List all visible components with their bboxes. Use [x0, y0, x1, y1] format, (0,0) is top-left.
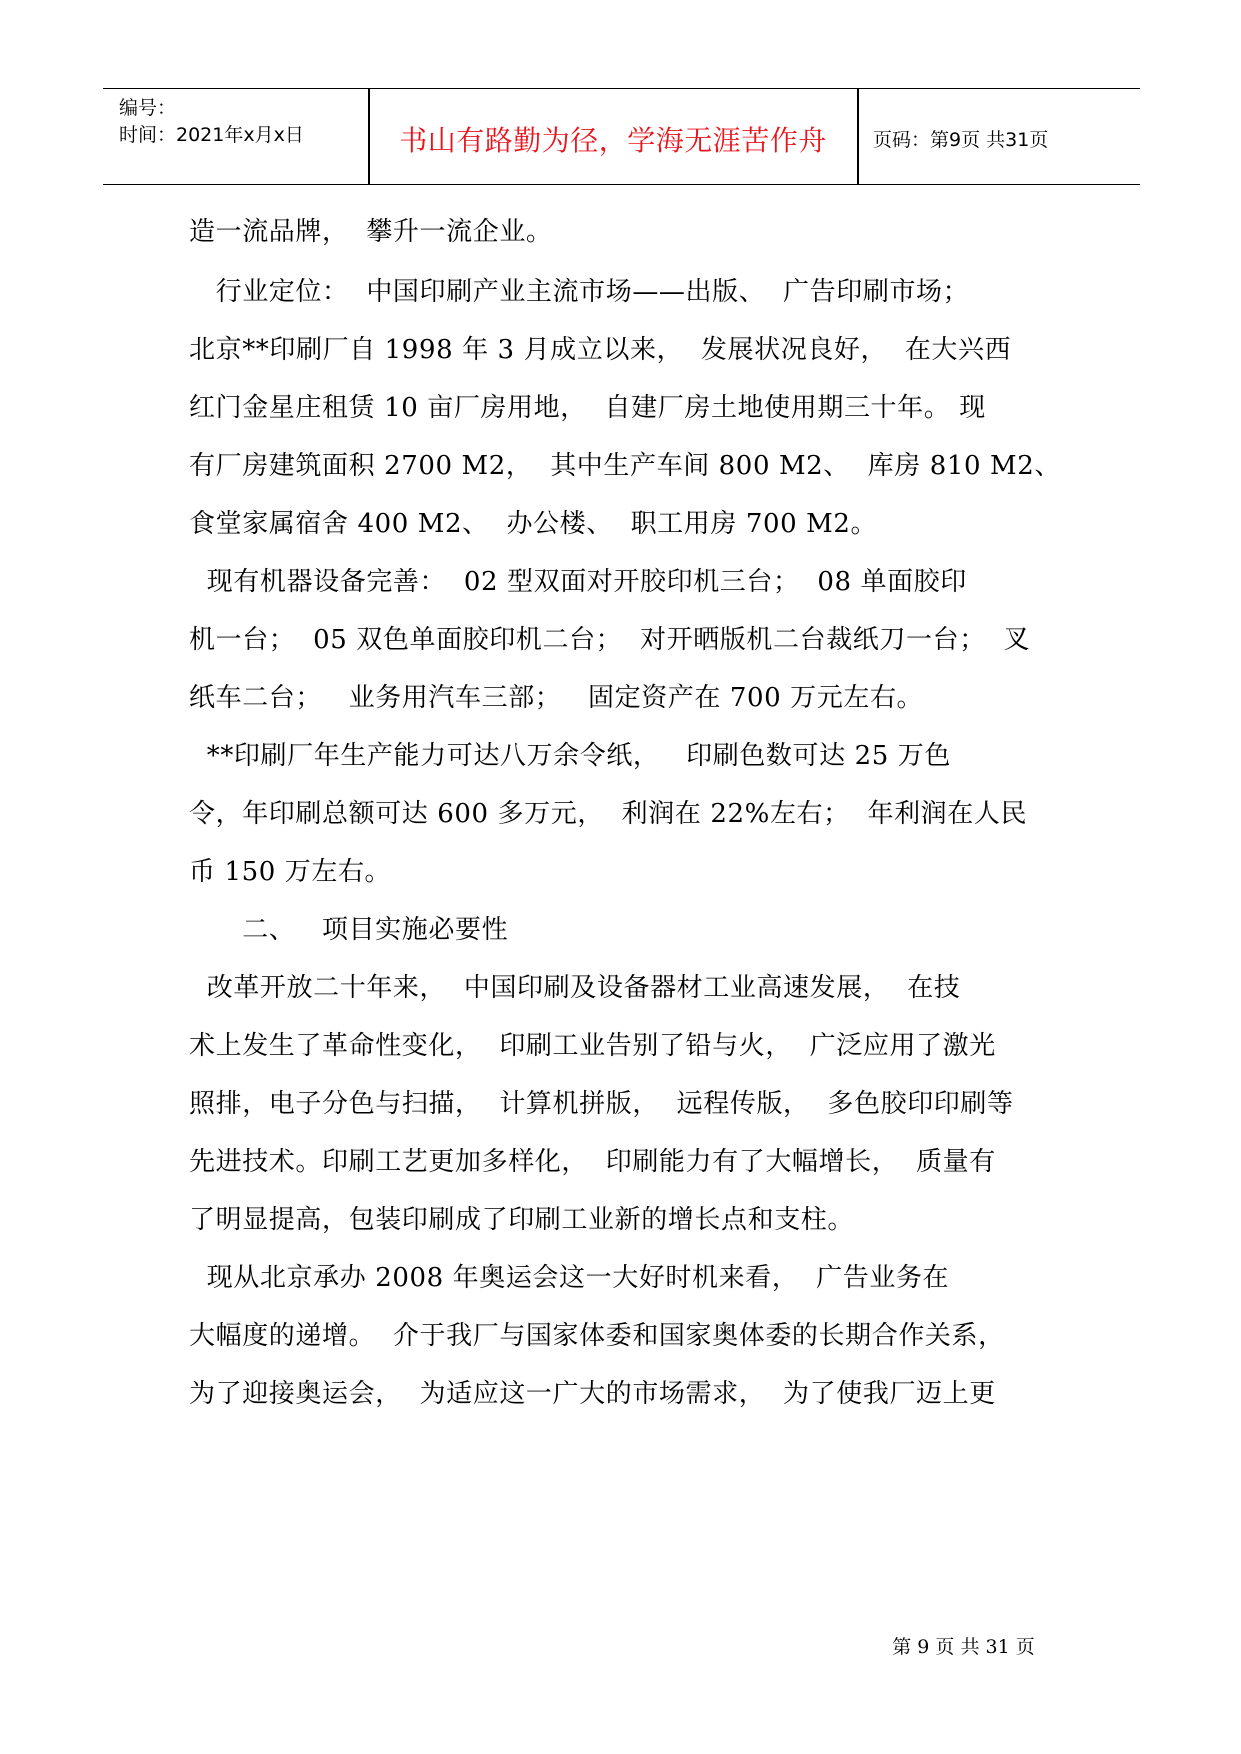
- text-line: 为了迎接奥运会， 为适应这一广大的市场需求， 为了使我厂迈上更: [189, 1379, 996, 1409]
- text-line: 了明显提高，包装印刷成了印刷工业新的增长点和支柱。: [189, 1205, 855, 1235]
- text-line: **印刷厂年生产能力可达八万余令纸， 印刷色数可达 25 万色: [189, 741, 951, 771]
- text-line: 令，年印刷总额可达 600 多万元， 利润在 22%左右； 年利润在人民: [189, 799, 1028, 829]
- text-line: 现有机器设备完善： 02 型双面对开胶印机三台； 08 单面胶印: [189, 567, 967, 597]
- time-label: 时间：2021年x月x日: [119, 124, 304, 146]
- text-line: 照排，电子分色与扫描， 计算机拼版， 远程传版， 多色胶印印刷等: [189, 1089, 1014, 1119]
- header-page-label: 页码：第9页 共31页: [873, 129, 1049, 151]
- text-line: 币 150 万左右。: [189, 857, 392, 887]
- text-line: 纸车二台； 业务用汽车三部； 固定资产在 700 万元左右。: [189, 683, 924, 713]
- section-heading: 二、 项目实施必要性: [189, 915, 509, 945]
- text-line: 造一流品牌， 攀升一流企业。: [189, 217, 553, 247]
- text-line: 改革开放二十年来， 中国印刷及设备器材工业高速发展， 在技: [189, 973, 961, 1003]
- text-line: 机一台； 05 双色单面胶印机二台； 对开晒版机二台裁纸刀一台； 叉: [189, 625, 1031, 655]
- text-line: 先进技术。印刷工艺更加多样化， 印刷能力有了大幅增长， 质量有: [189, 1147, 996, 1177]
- header-table: [103, 88, 1140, 185]
- text-line: 现从北京承办 2008 年奥运会这一大好时机来看， 广告业务在: [189, 1263, 950, 1293]
- text-line: 术上发生了革命性变化， 印刷工业告别了铅与火， 广泛应用了激光: [189, 1031, 996, 1061]
- text-line: 红门金星庄租赁 10 亩厂房用地， 自建厂房土地使用期三十年。 现: [189, 393, 986, 423]
- footer-page-number: 第 9 页 共 31 页: [892, 1636, 1035, 1658]
- text-line: 食堂家属宿舍 400 M2、 办公楼、 职工用房 700 M2。: [189, 509, 878, 539]
- text-line: 北京**印刷厂自 1998 年 3 月成立以来， 发展状况良好， 在大兴西: [189, 335, 1012, 365]
- header-motto: 书山有路勤为径，学海无涯苦作舟: [399, 124, 827, 157]
- number-label: 编号：: [119, 97, 177, 119]
- header-meta: [119, 95, 304, 149]
- text-line: 大幅度的递增。 介于我厂与国家体委和国家奥体委的长期合作关系，: [189, 1321, 1005, 1351]
- page-footer: [0, 1632, 1241, 1659]
- header-divider: [857, 89, 859, 184]
- text-line: 行业定位： 中国印刷产业主流市场——出版、 广告印刷市场；: [189, 277, 970, 307]
- text-line: 有厂房建筑面积 2700 M2， 其中生产车间 800 M2、 库房 810 M2、: [189, 451, 1061, 481]
